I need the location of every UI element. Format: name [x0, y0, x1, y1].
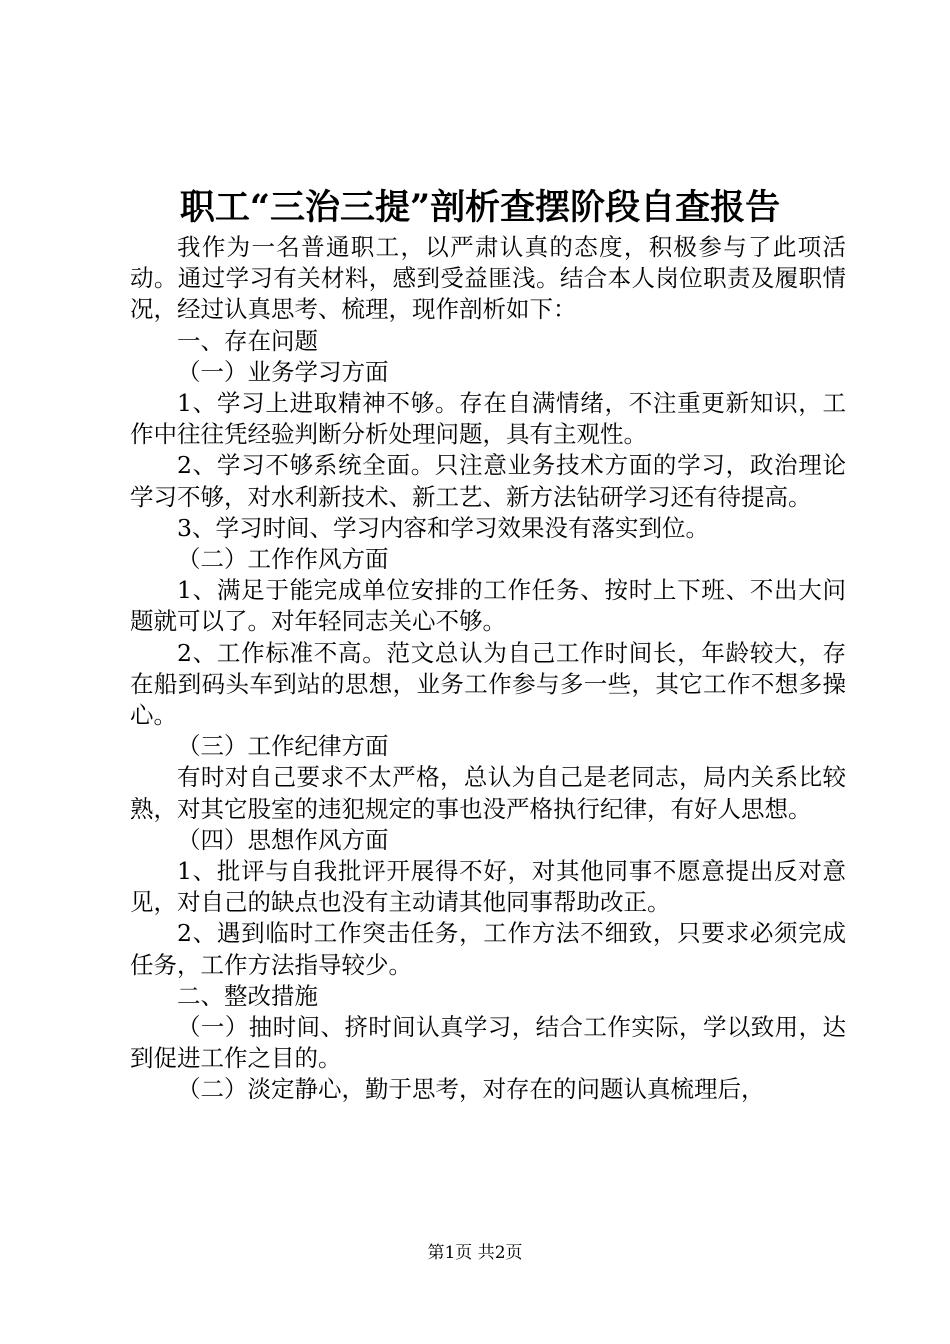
thinking-item-2: 2、遇到临时工作突击任务，工作方法不细致，只要求必须完成任务，工作方法指导较少。: [130, 919, 846, 979]
study-item-3: 3、学习时间、学习内容和学习效果没有落实到位。: [177, 513, 709, 542]
document-body: [130, 232, 846, 1106]
measure-item-1: （一）抽时间、挤时间认真学习，结合工作实际，学以致用，达到促进工作之目的。: [130, 1013, 846, 1073]
work-style-item-2: 2、工作标准不高。范文总认为自己工作时间长，年龄较大，存在船到码头车到站的思想，业务工作参与多一些，其它工作不想多操心。: [130, 638, 846, 730]
thinking-item-1: 1、批评与自我批评开展得不好，对其他同事不愿意提出反对意见，对自己的缺点也没有主动请其他同事帮助改正。: [130, 857, 846, 917]
subsection-heading-discipline: （三）工作纪律方面: [177, 732, 389, 761]
work-style-item-1: 1、满足于能完成单位安排的工作任务、按时上下班、不出大问题就可以了。对年轻同志关心不够。: [130, 576, 846, 636]
section-heading-problems: 一、存在问题: [177, 326, 318, 355]
subsection-heading-study: （一）业务学习方面: [177, 357, 389, 386]
section-heading-measures: 二、整改措施: [177, 981, 318, 1010]
document-title: 职工“三治三提”剖析查摆阶段自查报告: [179, 187, 781, 228]
measure-item-2: （二）淡定静心，勤于思考，对存在的问题认真梳理后，: [177, 1075, 765, 1104]
study-item-1: 1、学习上进取精神不够。存在自满情绪，不注重更新知识，工作中往往凭经验判断分析处理问题，具有主观性。: [130, 389, 846, 449]
page-number-footer: 第1页 共2页: [427, 1243, 523, 1263]
subsection-heading-work-style: （二）工作作风方面: [177, 545, 389, 574]
study-item-2: 2、学习不够系统全面。只注意业务技术方面的学习，政治理论学习不够，对水利新技术、新工艺、新方法钻研学习还有待提高。: [130, 451, 846, 511]
intro-paragraph: 我作为一名普通职工，以严肃认真的态度，积极参与了此项活动。通过学习有关材料，感到受益匪浅。结合本人岗位职责及履职情况，经过认真思考、梳理，现作剖析如下：: [130, 233, 846, 324]
subsection-heading-thinking: （四）思想作风方面: [177, 825, 389, 854]
discipline-paragraph: 有时对自己要求不太严格，总认为自己是老同志，局内关系比较熟，对其它股室的违犯规定的事也没严格执行纪律，有好人思想。: [130, 763, 846, 823]
